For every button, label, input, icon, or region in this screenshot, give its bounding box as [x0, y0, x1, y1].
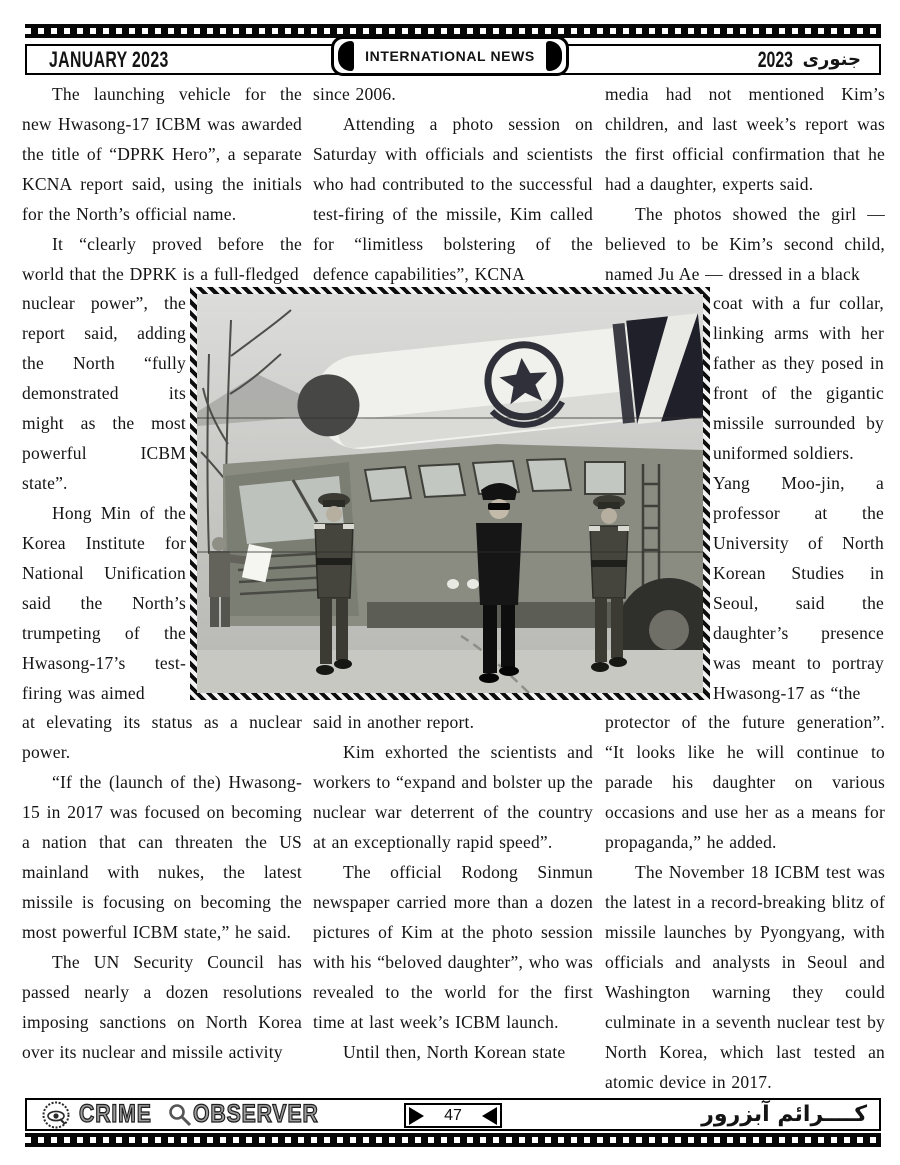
prev-arrow-icon — [482, 1107, 497, 1125]
issue-year: 2023 — [757, 46, 793, 72]
article-paragraph: Yang Moo-jin, a professor at the University of North Korean Studies in Seoul, said the daughter’s presence was meant to portray Hwasong-17 as “the — [713, 473, 884, 703]
photo-hatched-border — [190, 287, 710, 700]
article-column-middle-top — [313, 79, 593, 289]
section-title: INTERNATIONAL NEWS — [365, 48, 535, 64]
article-paragraph: Hong Min of the Korea Institute for National Unification said the North’s trumpeting of the Hwasong-17’s test-firing was aimed — [22, 503, 186, 703]
article-paragraph: media had not mentioned Kim’s children, and last week’s report was the first official confirmation that he had a daughter, experts said. — [605, 84, 885, 194]
article-paragraph: The photos showed the girl — believed to be Kim’s second child, named Ju Ae — dressed in a black — [605, 204, 885, 284]
article-column-left-top — [22, 79, 302, 289]
article-paragraph: said in another report. — [313, 712, 475, 732]
bottom-filmstrip — [25, 1133, 881, 1147]
article-paragraph: coat with a fur collar, linking arms with her father as they posed in front of the gigantic missile surrounded by uniformed soldiers. — [713, 293, 884, 463]
article-paragraph: “If the (launch of the) Hwasong-15 in 2017 was focused on becoming a nation that can threaten the US mainland with nukes, the latest missile is focusing on becoming the most powerful ICBM state,” he said. — [22, 772, 302, 942]
article-paragraph: Until then, North Korean state — [343, 1042, 566, 1062]
article-paragraph: It “clearly proved before the world that the DPRK is a full-fledged — [22, 234, 302, 284]
issue-date: JANUARY 2023 — [49, 46, 169, 72]
section-title-pill — [331, 36, 569, 76]
article-paragraph: The UN Security Council has passed nearly a dozen resolutions imposing sanctions on North Korea over its nuclear and missile activity — [22, 952, 302, 1062]
next-arrow-icon — [409, 1107, 424, 1125]
article-paragraph: The official Rodong Sinmun newspaper carried more than a dozen pictures of Kim at the photo session with his “beloved daughter”, who was revealed to the world for the first time at last week’s ICBM launch. — [313, 862, 593, 1032]
header-right — [744, 47, 875, 73]
news-photo — [197, 294, 703, 693]
photo-illustration — [197, 294, 703, 693]
magnifier-icon — [167, 1103, 193, 1127]
crime-observer-logo — [39, 1100, 340, 1129]
article-paragraph: The November 18 ICBM test was the latest in a record-breaking blitz of missile launches by Pyongyang, with officials and analysts in Seoul and Washington warning they could culminate in a seventh nuclear test by North Korea, which last tested an atomic device in 2017. — [605, 862, 885, 1092]
article-column-right-top — [605, 79, 885, 289]
article-paragraph: since 2006. — [313, 84, 396, 104]
crime-observer-stamp-icon — [39, 1101, 73, 1129]
article-paragraph: Attending a photo session on Saturday with officials and scientists who had contributed to the successful test-firing of the missile, Kim called for “limitless bolstering of the defence capabilities”, KCNA — [313, 114, 593, 284]
logo-text-observer: OBSERVER — [192, 1100, 319, 1128]
page-number-box — [404, 1103, 502, 1128]
page-number: 47 — [444, 1106, 462, 1124]
article-paragraph: nuclear power”, the report said, adding the North “fully demonstrated its might as the most powerful ICBM state”. — [22, 293, 186, 493]
article-column-left-narrow — [22, 288, 186, 708]
left-bracket-icon — [338, 41, 354, 71]
article-paragraph: at elevating its status as a nuclear power. — [22, 712, 302, 762]
logo-text-crime: CRIME — [79, 1100, 152, 1128]
article-paragraph: protector of the future generation”. “It looks like he will continue to parade his daughter on various occasions and use her as a means for propaganda,” he added. — [605, 712, 885, 852]
article-column-right-bottom — [605, 707, 885, 1097]
article-column-left-bottom — [22, 707, 302, 1067]
article-column-right-narrow — [713, 288, 884, 708]
article-paragraph: The launching vehicle for the new Hwasong-17 ICBM was awarded the title of “DPRK Hero”, a separate KCNA report said, using the initials for the North’s official name. — [22, 84, 302, 224]
footer-bar — [25, 1098, 881, 1131]
footer-title-urdu: کــــرائم آبزرور — [701, 1102, 867, 1127]
right-bracket-icon — [546, 41, 562, 71]
article-paragraph: Kim exhorted the scientists and workers to “expand and bolster up the nuclear war deterrent of the country at an exceptionally rapid speed”. — [313, 742, 593, 852]
issue-date-urdu: جنوری — [802, 49, 861, 70]
article-column-middle-bottom — [313, 707, 593, 1067]
